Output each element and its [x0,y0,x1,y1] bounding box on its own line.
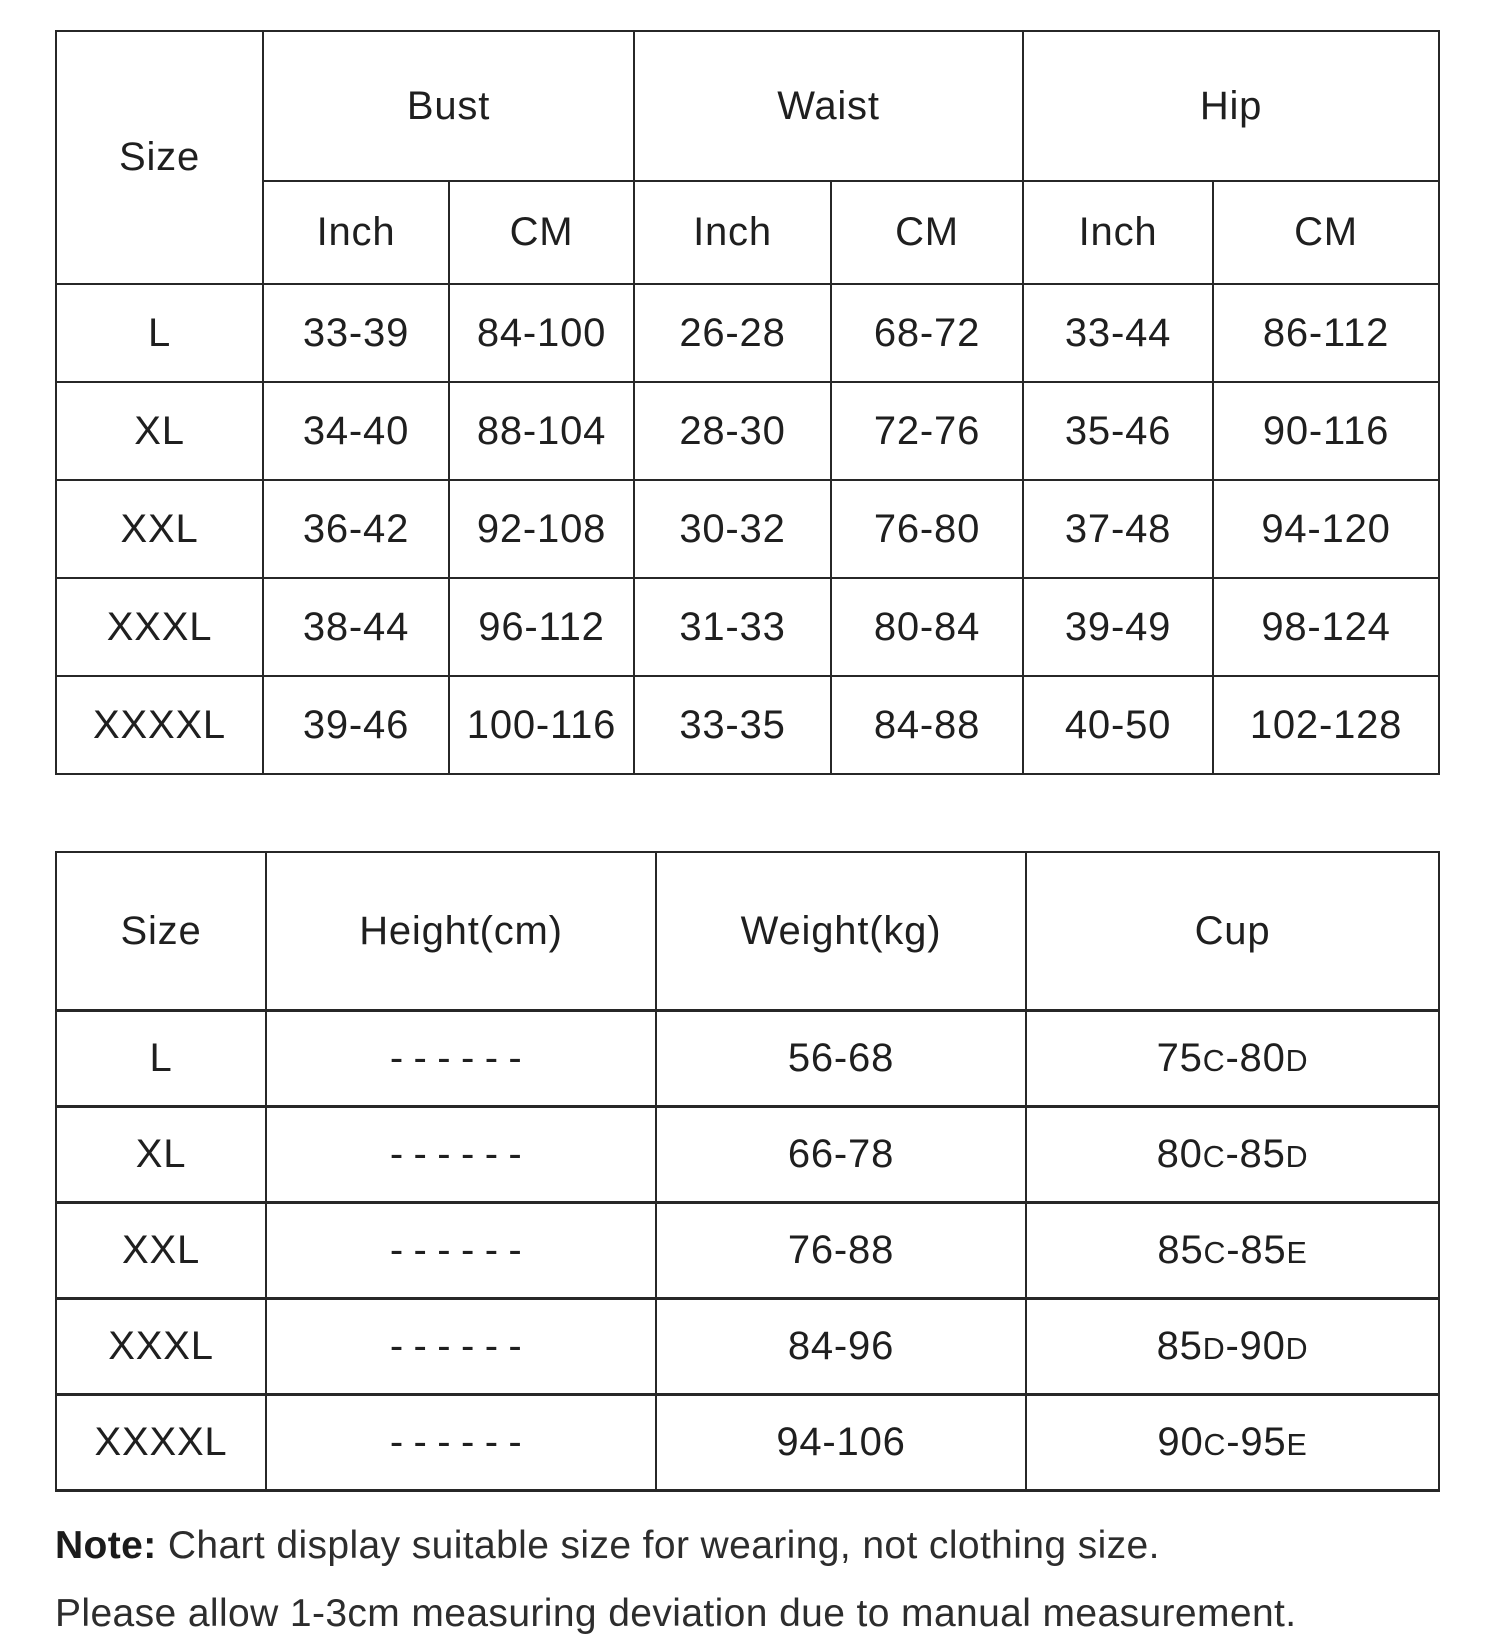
size-cell: XXXL [56,578,263,676]
hip-cm-cell: 94-120 [1213,480,1439,578]
waist-group-header: Waist [634,31,1023,181]
weight-cell: 76-88 [656,1203,1026,1299]
size-column-header: Size [56,31,263,284]
bust-cm-cell: 100-116 [449,676,634,774]
note-line-2: Please allow 1-3cm measuring deviation due to manual measurement. [55,1592,1297,1635]
cup-cell: 75C-80D [1026,1011,1439,1107]
height-cell: ------ [266,1299,656,1395]
size-column-header: Size [56,852,266,1011]
bust-inch-header: Inch [263,181,449,284]
table-row [56,1107,1439,1203]
size-cell: XXXXL [56,676,263,774]
size-chart-table [55,30,1440,775]
waist-cm-cell: 68-72 [831,284,1023,382]
hip-inch-cell: 39-49 [1023,578,1213,676]
note-label: Note: [55,1524,157,1567]
bust-cm-cell: 84-100 [449,284,634,382]
hip-inch-cell: 37-48 [1023,480,1213,578]
size-cell: XL [56,1107,266,1203]
waist-inch-cell: 33-35 [634,676,831,774]
cup-column-header: Cup [1026,852,1439,1011]
size-chart-note [55,1512,1297,1648]
bust-inch-cell: 34-40 [263,382,449,480]
hip-cm-cell: 90-116 [1213,382,1439,480]
bust-cm-cell: 88-104 [449,382,634,480]
table-row [56,284,1439,382]
weight-column-header: Weight(kg) [656,852,1026,1011]
size-cell: L [56,1011,266,1107]
size-cell: XL [56,382,263,480]
waist-cm-cell: 76-80 [831,480,1023,578]
bust-inch-cell: 36-42 [263,480,449,578]
bust-inch-cell: 33-39 [263,284,449,382]
size-cell: XXL [56,1203,266,1299]
bust-cm-cell: 96-112 [449,578,634,676]
weight-cell: 66-78 [656,1107,1026,1203]
bust-cm-header: CM [449,181,634,284]
cup-cell: 80C-85D [1026,1107,1439,1203]
waist-inch-cell: 26-28 [634,284,831,382]
note-line-1 [55,1512,1297,1580]
waist-cm-cell: 84-88 [831,676,1023,774]
weight-cell: 56-68 [656,1011,1026,1107]
cup-cell: 85D-90D [1026,1299,1439,1395]
weight-cell: 94-106 [656,1395,1026,1491]
table-row [56,1299,1439,1395]
hip-inch-cell: 40-50 [1023,676,1213,774]
table-row [56,1395,1439,1491]
table-row [56,382,1439,480]
cup-cell: 90C-95E [1026,1395,1439,1491]
table-row [56,676,1439,774]
height-cell: ------ [266,1011,656,1107]
hip-inch-cell: 35-46 [1023,382,1213,480]
waist-inch-cell: 28-30 [634,382,831,480]
waist-cm-header: CM [831,181,1023,284]
hip-inch-header: Inch [1023,181,1213,284]
hip-inch-cell: 33-44 [1023,284,1213,382]
size-cell: XXXXL [56,1395,266,1491]
height-cell: ------ [266,1395,656,1491]
height-column-header: Height(cm) [266,852,656,1011]
table-row [56,1011,1439,1107]
table-row [56,578,1439,676]
hip-cm-cell: 98-124 [1213,578,1439,676]
note-text: Chart display suitable size for wearing, not clothing size. [167,1524,1160,1567]
table-row [56,1203,1439,1299]
table-row [56,480,1439,578]
height-cell: ------ [266,1107,656,1203]
waist-inch-header: Inch [634,181,831,284]
hip-cm-header: CM [1213,181,1439,284]
waist-cm-cell: 80-84 [831,578,1023,676]
height-cell: ------ [266,1203,656,1299]
waist-inch-cell: 31-33 [634,578,831,676]
bust-group-header: Bust [263,31,634,181]
size-cell: XXXL [56,1299,266,1395]
waist-cm-cell: 72-76 [831,382,1023,480]
body-measurement-table [55,851,1440,1492]
hip-cm-cell: 102-128 [1213,676,1439,774]
hip-cm-cell: 86-112 [1213,284,1439,382]
bust-inch-cell: 39-46 [263,676,449,774]
cup-cell: 85C-85E [1026,1203,1439,1299]
size-cell: L [56,284,263,382]
bust-inch-cell: 38-44 [263,578,449,676]
size-cell: XXL [56,480,263,578]
waist-inch-cell: 30-32 [634,480,831,578]
bust-cm-cell: 92-108 [449,480,634,578]
hip-group-header: Hip [1023,31,1439,181]
weight-cell: 84-96 [656,1299,1026,1395]
